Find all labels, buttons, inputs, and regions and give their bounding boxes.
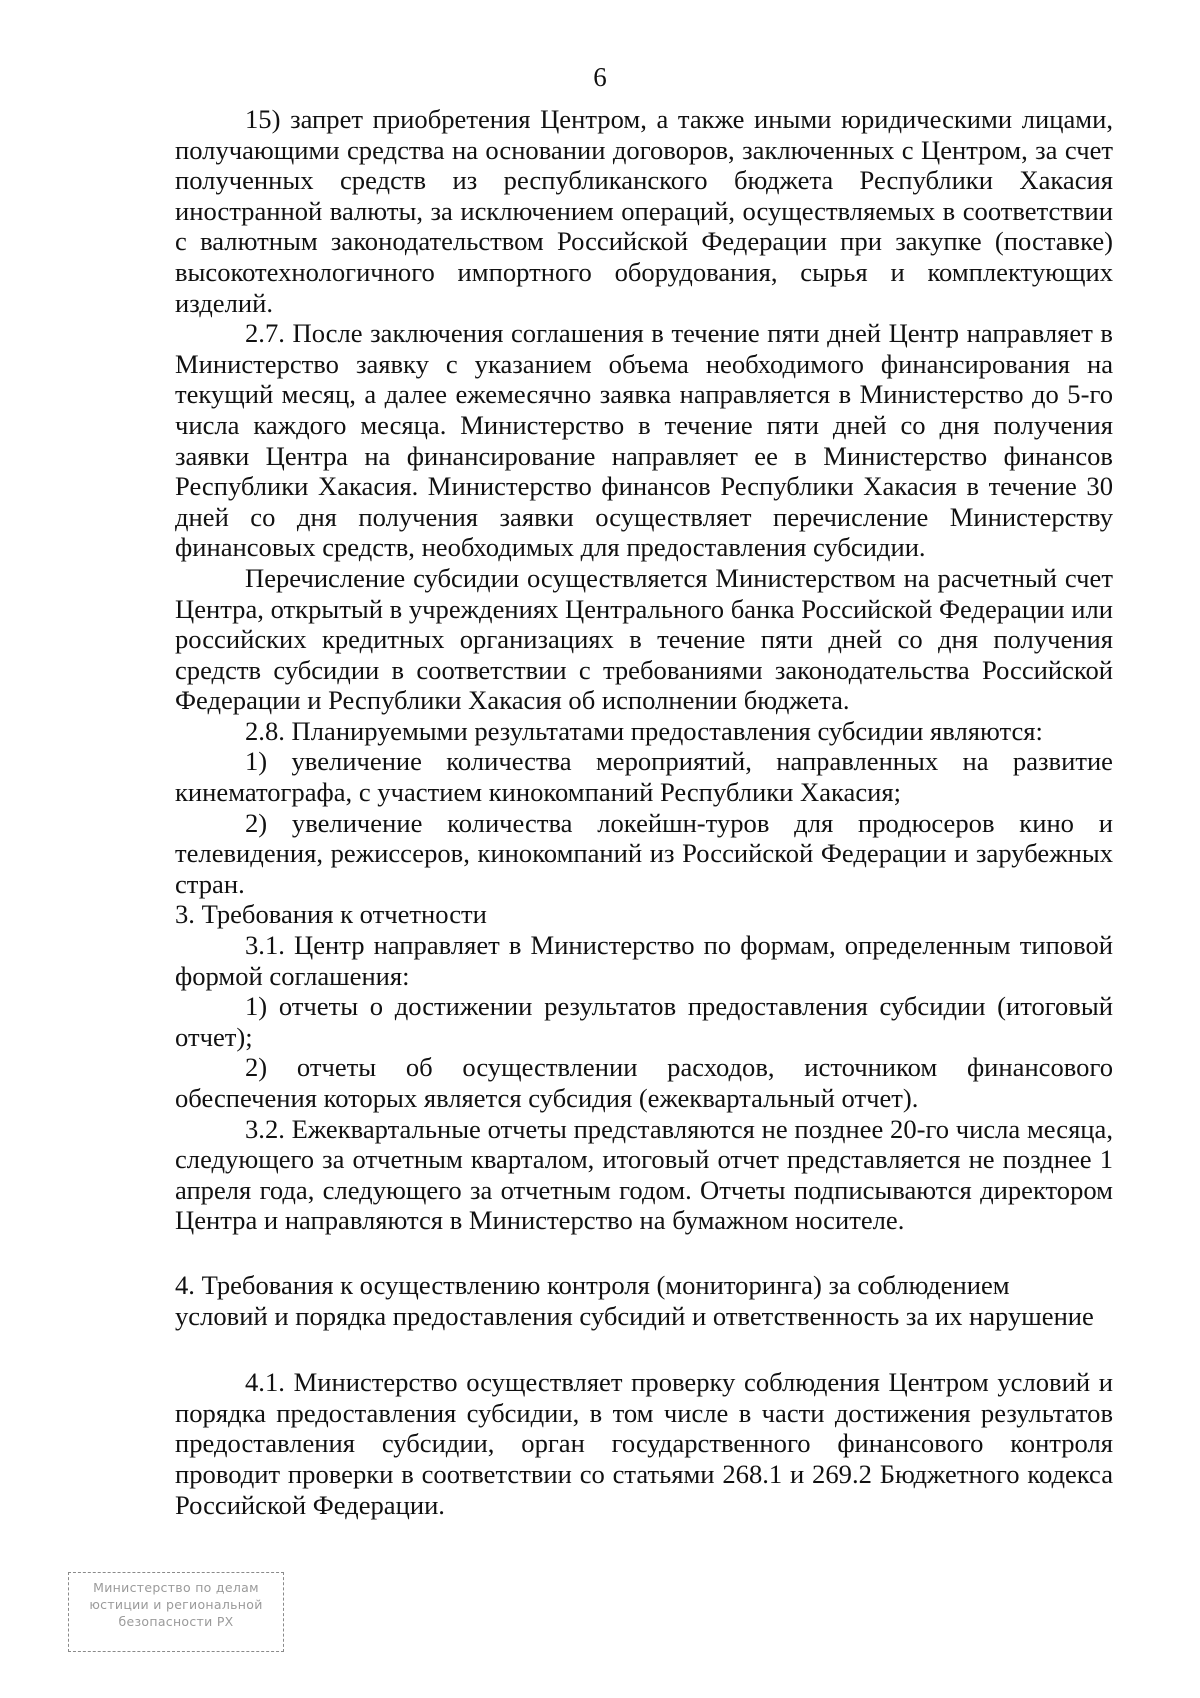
section-3-heading: 3. Требования к отчетности: [175, 899, 487, 930]
paragraph-2-8: 2.8. Планируемыми результатами предоставления субсидии являются:: [245, 715, 1043, 746]
document-body: [175, 104, 1113, 1520]
section-4-heading-line-1: 4. Требования к осуществлению контроля (мониторинга) за соблюдением: [175, 1269, 1010, 1300]
paragraph-3-1: 3.1. Центр направляет в Министерство по формам, определенным типовой формой соглашения:: [175, 930, 1113, 991]
paragraph-report-2: 2) отчеты об осуществлении расходов, источником финансового обеспечения которых является субсидия (ежеквартальный отчет).: [175, 1052, 1113, 1113]
paragraph-4-1: 4.1. Министерство осуществляет проверку соблюдения Центром условий и порядка предоставления субсидии, в том числе в части достижения результатов предоставления субсидии, орган государственного финансового контроля проводит проверки в соответствии со статьями 268.1 и 269.2 Бюджетного кодекса Российской Федерации.: [175, 1367, 1113, 1520]
paragraph-result-2: 2) увеличение количества локейшн-туров для продюсеров кино и телевидения, режиссеров, кинокомпаний из Российской Федерации и зарубежных стран.: [175, 807, 1113, 899]
stamp-line-3: безопасности РХ: [118, 1614, 234, 1629]
registration-stamp: [68, 1572, 284, 1652]
section-4-heading: [175, 1270, 1113, 1331]
paragraph-item-15: 15) запрет приобретения Центром, а также иными юридическими лицами, получающими средства на основании договоров, заключенных с Центром, за счет полученных средств из республиканского бюджета Республики Хакасия иностранной валюты, за исключением операций, осуществляемых в соответствии с валютным законодательством Российской Федерации при закупке (поставке) высокотехнологичного импортного оборудования, сырья и комплектующих изделий.: [175, 104, 1113, 318]
stamp-line-2: юстиции и региональной: [89, 1597, 263, 1612]
page-number: 6: [593, 62, 607, 92]
section-4-heading-line-2: условий и порядка предоставления субсидий и ответственность за их нарушение: [175, 1300, 1094, 1331]
paragraph-result-1: 1) увеличение количества мероприятий, направленных на развитие кинематографа, с участием кинокомпаний Республики Хакасия;: [175, 746, 1113, 808]
paragraph-2-7: 2.7. После заключения соглашения в течение пяти дней Центр направляет в Министерство заявку с указанием объема необходимого финансирования на текущий месяц, а далее ежемесячно заявка направляется в Министерство до 5-го числа каждого месяца. Министерство в течение пяти дней со дня получения заявки Центра на финансирование направляет ее в Министерство финансов Республики Хакасия. Министерство финансов Республики Хакасия в течение 30 дней со дня получения заявки осуществляет перечисление Министерству финансовых средств, необходимых для предоставления субсидии.: [175, 318, 1113, 563]
paragraph-3-2: 3.2. Ежеквартальные отчеты представляются не позднее 20-го числа месяца, следующего за отчетным кварталом, итоговый отчет представляется не позднее 1 апреля года, следующего за отчетным годом. Отчеты подписываются директором Центра и направляются в Министерство на бумажном носителе.: [175, 1113, 1113, 1236]
paragraph-transfer: Перечисление субсидии осуществляется Министерством на расчетный счет Центра, открытый в учреждениях Центрального банка Российской Федерации или российских кредитных организациях в течение пяти дней со дня получения средств субсидии в соответствии с требованиями законодательства Российской Федерации и Республики Хакасия об исполнении бюджета.: [175, 562, 1113, 716]
paragraph-report-1: 1) отчеты о достижении результатов предоставления субсидии (итоговый отчет);: [175, 991, 1113, 1052]
stamp-line-1: Министерство по делам: [93, 1580, 259, 1595]
